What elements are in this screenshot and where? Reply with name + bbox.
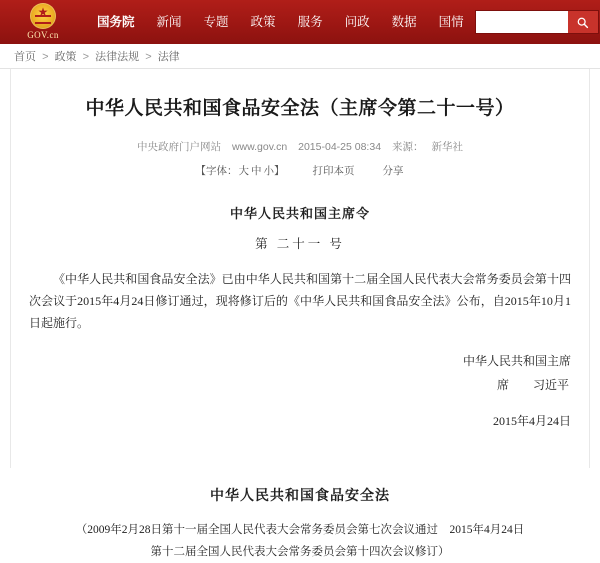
breadcrumb-item-2[interactable]: 法律法规: [95, 51, 140, 63]
search-input[interactable]: [476, 12, 568, 32]
law-subtitle: [29, 519, 571, 563]
nav-item-1[interactable]: 新闻: [156, 15, 182, 29]
meta-source-site: 中央政府门户网站: [137, 141, 222, 153]
search-box: [475, 10, 599, 34]
font-size-label: 【字体：: [195, 165, 238, 177]
nav-item-0[interactable]: 国务院: [97, 15, 135, 29]
nav-item-2[interactable]: 专题: [203, 15, 229, 29]
search-button[interactable]: [568, 11, 598, 33]
print-button[interactable]: 打印本页: [312, 165, 355, 177]
meta-domain: www.gov.cn: [231, 141, 288, 153]
nav-item-4[interactable]: 服务: [297, 15, 323, 29]
law-subtitle-line-2: 第十二届全国人民代表大会常务委员会第十四次会议修订）: [150, 546, 450, 558]
nav-item-7[interactable]: 国情: [438, 15, 464, 29]
font-size-medium[interactable]: 中: [251, 165, 262, 177]
article-body: [29, 203, 571, 563]
main-nav: [86, 0, 475, 44]
order-heading: 中华人民共和国主席令: [229, 206, 370, 221]
law-title: 中华人民共和国食品安全法: [210, 489, 390, 504]
site-logo[interactable]: [0, 0, 86, 44]
order-date: 2015年4月24日: [492, 414, 571, 428]
breadcrumb-separator-0: >: [42, 51, 49, 63]
breadcrumb-separator-2: >: [145, 51, 152, 63]
breadcrumb-item-0[interactable]: 首页: [14, 51, 36, 63]
search-icon: [576, 16, 589, 29]
breadcrumb-bar: [0, 44, 600, 69]
meta-source-label: 来源：: [391, 141, 424, 153]
order-paragraph: 《中华人民共和国食品安全法》已由中华人民共和国第十二届全国人民代表大会常务委员会第十四次会议于2015年4月24日修订通过，现将修订后的《中华人民共和国食品安全法》公布，自2015年10月1日起施行。: [29, 272, 571, 330]
nav-item-6[interactable]: 数据: [391, 15, 417, 29]
law-subtitle-line-1: （2009年2月28日第十一届全国人民代表大会常务委员会第七次会议通过 2015年4月24日: [75, 524, 525, 536]
order-number: 第 二十一 号: [255, 237, 345, 251]
site-header: [0, 0, 600, 44]
meta-datetime: 2015-04-25 08:34: [298, 141, 382, 153]
font-size-small[interactable]: 小】: [263, 165, 285, 177]
article-meta: [29, 139, 571, 154]
breadcrumb-item-1[interactable]: 政策: [54, 51, 77, 63]
meta-source-name: 新华社: [431, 141, 463, 153]
share-button[interactable]: 分享: [382, 165, 404, 177]
article-toolbar: [29, 163, 571, 185]
font-size-large[interactable]: 大: [238, 165, 249, 177]
national-emblem-icon: [30, 3, 56, 29]
nav-item-3[interactable]: 政策: [250, 15, 276, 29]
font-size-group: [196, 163, 286, 178]
breadcrumb-item-3[interactable]: 法律: [157, 51, 180, 63]
page-title: 中华人民共和国食品安全法（主席令第二十一号）: [85, 98, 515, 119]
breadcrumb-separator-1: >: [82, 51, 90, 63]
breadcrumb: [14, 48, 180, 64]
brand-label: GOV.cn: [27, 29, 59, 40]
signer-title: 中华人民共和国主席: [462, 354, 571, 368]
article-page: [10, 69, 590, 558]
nav-item-5[interactable]: 问政: [344, 15, 370, 29]
signer-name: 席 习近平: [496, 378, 569, 392]
